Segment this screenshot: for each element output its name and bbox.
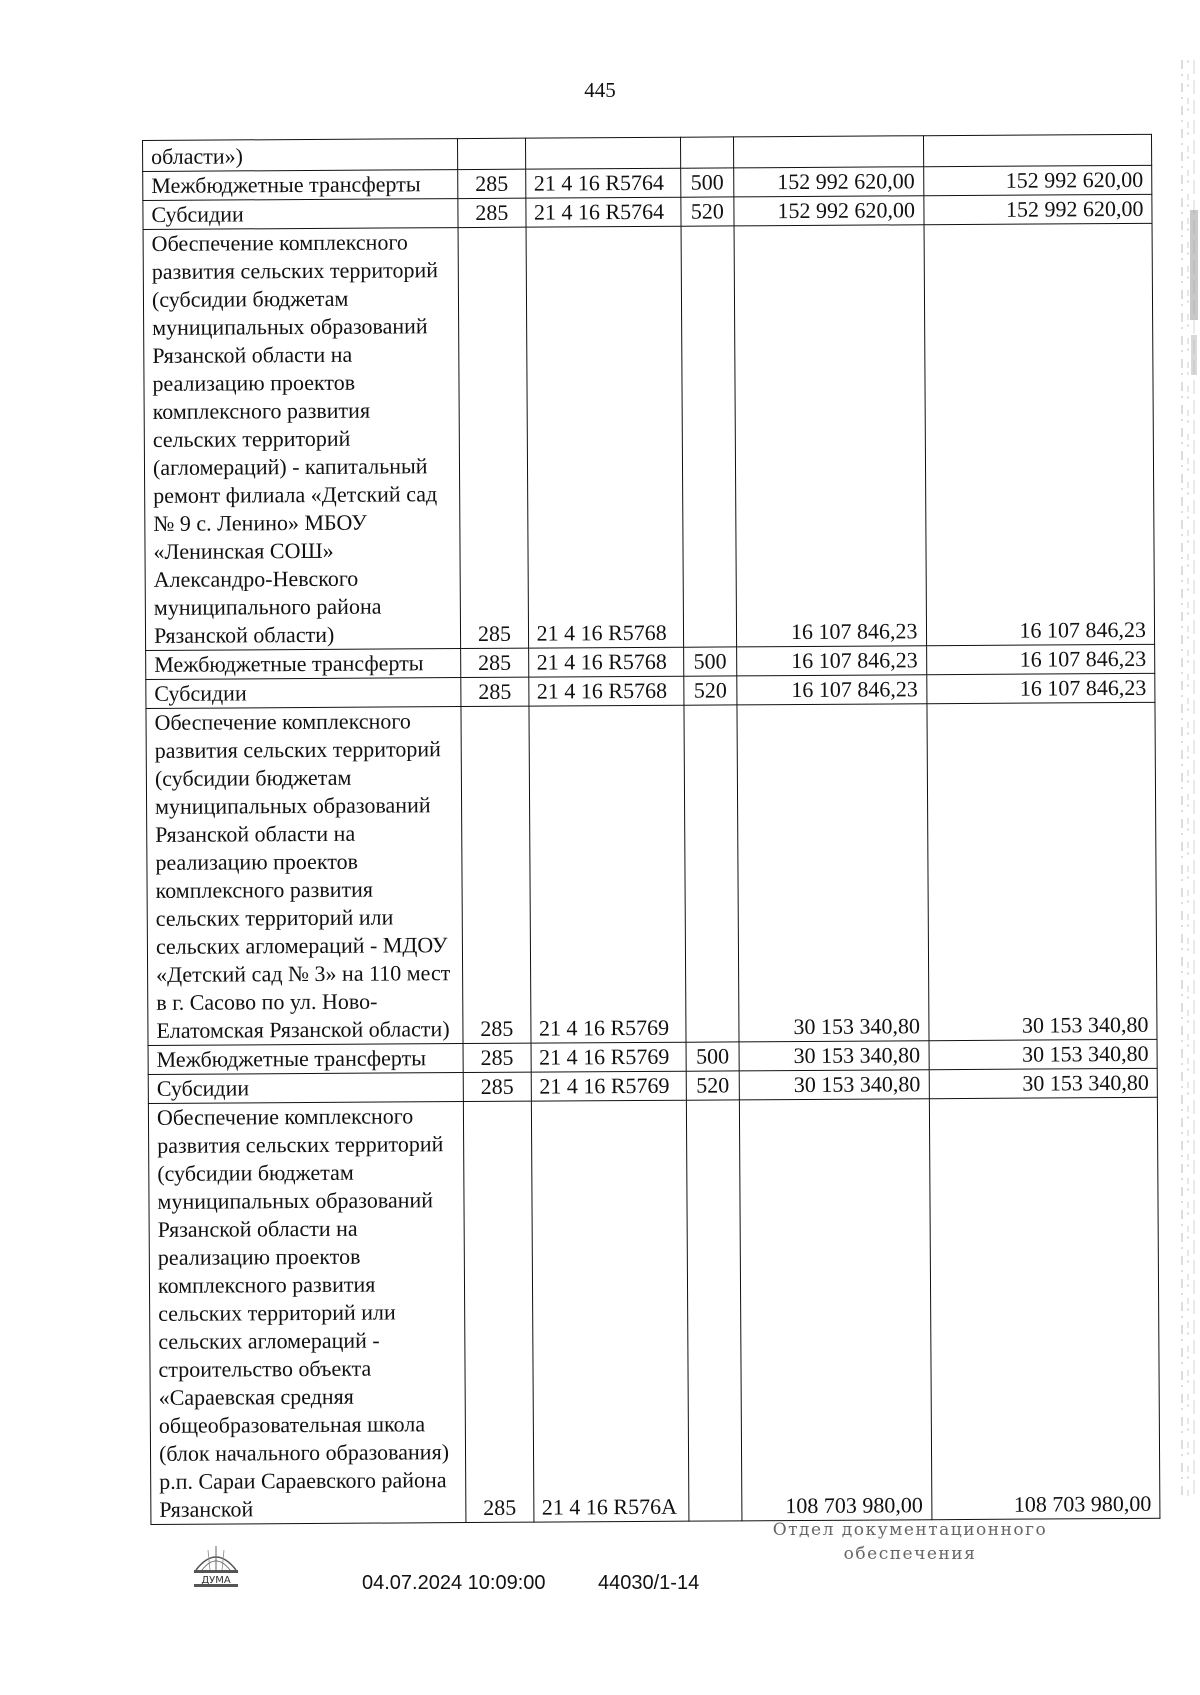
row-name-cell: Обеспечение комплексного развития сельских территорий (субсидии бюджетам муниципальных образований Рязанской области на реализацию проектов комплексного развития сельских территорий (агломераций) - капитальный ремонт филиала «Детский сад № 9 с. Ленино» МБОУ «Ленинская СОШ» Александро-Невского муниципального района Рязанской области) <box>143 228 461 651</box>
row-sum-2-cell: 16 107 846,23 <box>926 644 1155 674</box>
row-sum-2-cell: 30 153 340,80 <box>929 1068 1158 1098</box>
row-code-cell: 285 <box>458 198 525 227</box>
row-classifier-cell: 21 4 16 R5769 <box>531 1071 686 1101</box>
row-name-cell: Обеспечение комплексного развития сельских территорий (субсидии бюджетам муниципальных образований Рязанской области на реализацию проектов комплексного развития сельских территорий или сельских агломераций - строительство объекта «Сараевская средняя общеобразовательная школа (блок начального образования) р.п. Сараи Сараевского района Рязанской <box>148 1102 466 1525</box>
row-code-cell: 285 <box>461 648 528 677</box>
row-sum-1-cell: 30 153 340,80 <box>737 704 928 1042</box>
row-type-cell: 520 <box>680 197 734 226</box>
row-classifier-cell: 21 4 16 R5768 <box>526 226 684 648</box>
row-type-cell: 500 <box>680 168 734 197</box>
row-classifier-cell: 21 4 16 R576А <box>531 1100 689 1522</box>
row-type-cell: 500 <box>683 647 737 676</box>
row-name-cell: Субсидии <box>146 678 461 709</box>
department-stamp <box>760 1518 1060 1566</box>
row-code-cell: 285 <box>464 1072 531 1101</box>
row-sum-2-cell: 108 703 980,00 <box>929 1097 1160 1519</box>
row-sum-1-cell: 16 107 846,23 <box>734 225 926 647</box>
row-sum-1-cell: 16 107 846,23 <box>737 646 926 676</box>
budget-table-container <box>142 134 1160 1525</box>
row-classifier-cell: 21 4 16 R5769 <box>531 1042 686 1072</box>
row-classifier-cell: 21 4 16 R5769 <box>528 705 685 1043</box>
row-sum-1-cell: 30 153 340,80 <box>740 1070 929 1100</box>
row-name-cell: Обеспечение комплексного развития сельских территорий (субсидии бюджетам муниципальных образований Рязанской области на реализацию проектов комплексного развития сельских территорий или сельских агломераций - МДОУ «Детский сад № 3» на 110 мест в г. Сасово по ул. Ново-Елатомская Рязанской области) <box>146 707 463 1046</box>
stamp-line-2: обеспечения <box>843 1544 977 1564</box>
row-sum-1-cell: 30 153 340,80 <box>739 1041 928 1071</box>
table-row <box>146 702 1157 1045</box>
row-name-cell: Межбюджетные трансферты <box>143 170 458 201</box>
row-type-cell <box>684 705 740 1042</box>
row-classifier-cell: 21 4 16 R5768 <box>528 676 683 706</box>
page-number: 445 <box>584 78 616 102</box>
row-code-cell: 285 <box>461 706 530 1043</box>
row-code-cell: 285 <box>463 1043 530 1072</box>
row-sum-1-cell: 108 703 980,00 <box>740 1099 932 1521</box>
row-sum-2-cell: 30 153 340,80 <box>926 702 1157 1040</box>
row-classifier-cell: 21 4 16 R5764 <box>525 168 680 198</box>
row-sum-1-cell <box>734 136 923 168</box>
footer-datetime: 04.07.2024 10:09:00 <box>362 1572 546 1594</box>
logo-text: ДУМА <box>201 1575 231 1586</box>
row-name-cell: Межбюджетные трансферты <box>148 1044 463 1075</box>
row-type-cell: 520 <box>686 1071 740 1100</box>
row-sum-1-cell: 16 107 846,23 <box>737 675 926 705</box>
row-name-cell: Субсидии <box>148 1073 463 1104</box>
row-sum-2-cell: 16 107 846,23 <box>926 673 1155 703</box>
row-classifier-cell <box>525 137 680 169</box>
row-sum-1-cell: 152 992 620,00 <box>734 196 923 226</box>
row-type-cell <box>680 137 734 168</box>
row-name-cell: Субсидии <box>143 199 458 230</box>
row-type-cell <box>686 1100 742 1521</box>
table-row <box>148 1097 1160 1524</box>
row-sum-2-cell: 16 107 846,23 <box>924 223 1155 645</box>
row-type-cell: 500 <box>686 1042 740 1071</box>
row-name-cell: Межбюджетные трансферты <box>146 649 461 680</box>
row-type-cell <box>681 226 737 647</box>
stamp-line-1: Отдел документационного <box>772 1520 1048 1540</box>
duma-logo-icon <box>188 1540 244 1596</box>
row-name-cell: области») <box>143 139 458 172</box>
row-classifier-cell: 21 4 16 R5764 <box>525 197 680 227</box>
row-sum-2-cell: 152 992 620,00 <box>923 194 1152 224</box>
scan-edge-artifact <box>1170 60 1200 1500</box>
row-sum-2-cell <box>923 134 1152 166</box>
row-sum-1-cell: 152 992 620,00 <box>734 167 923 197</box>
row-sum-2-cell: 152 992 620,00 <box>923 165 1152 195</box>
row-code-cell <box>458 138 525 169</box>
row-code-cell: 285 <box>464 1101 534 1522</box>
footer-reg-number: 44030/1-14 <box>598 1572 700 1594</box>
row-sum-2-cell: 30 153 340,80 <box>929 1039 1158 1069</box>
row-code-cell: 285 <box>458 227 528 648</box>
row-classifier-cell: 21 4 16 R5768 <box>528 647 683 677</box>
budget-table <box>142 134 1160 1525</box>
row-type-cell: 520 <box>683 676 737 705</box>
row-code-cell: 285 <box>458 169 525 198</box>
table-row <box>143 223 1155 650</box>
row-code-cell: 285 <box>461 677 528 706</box>
